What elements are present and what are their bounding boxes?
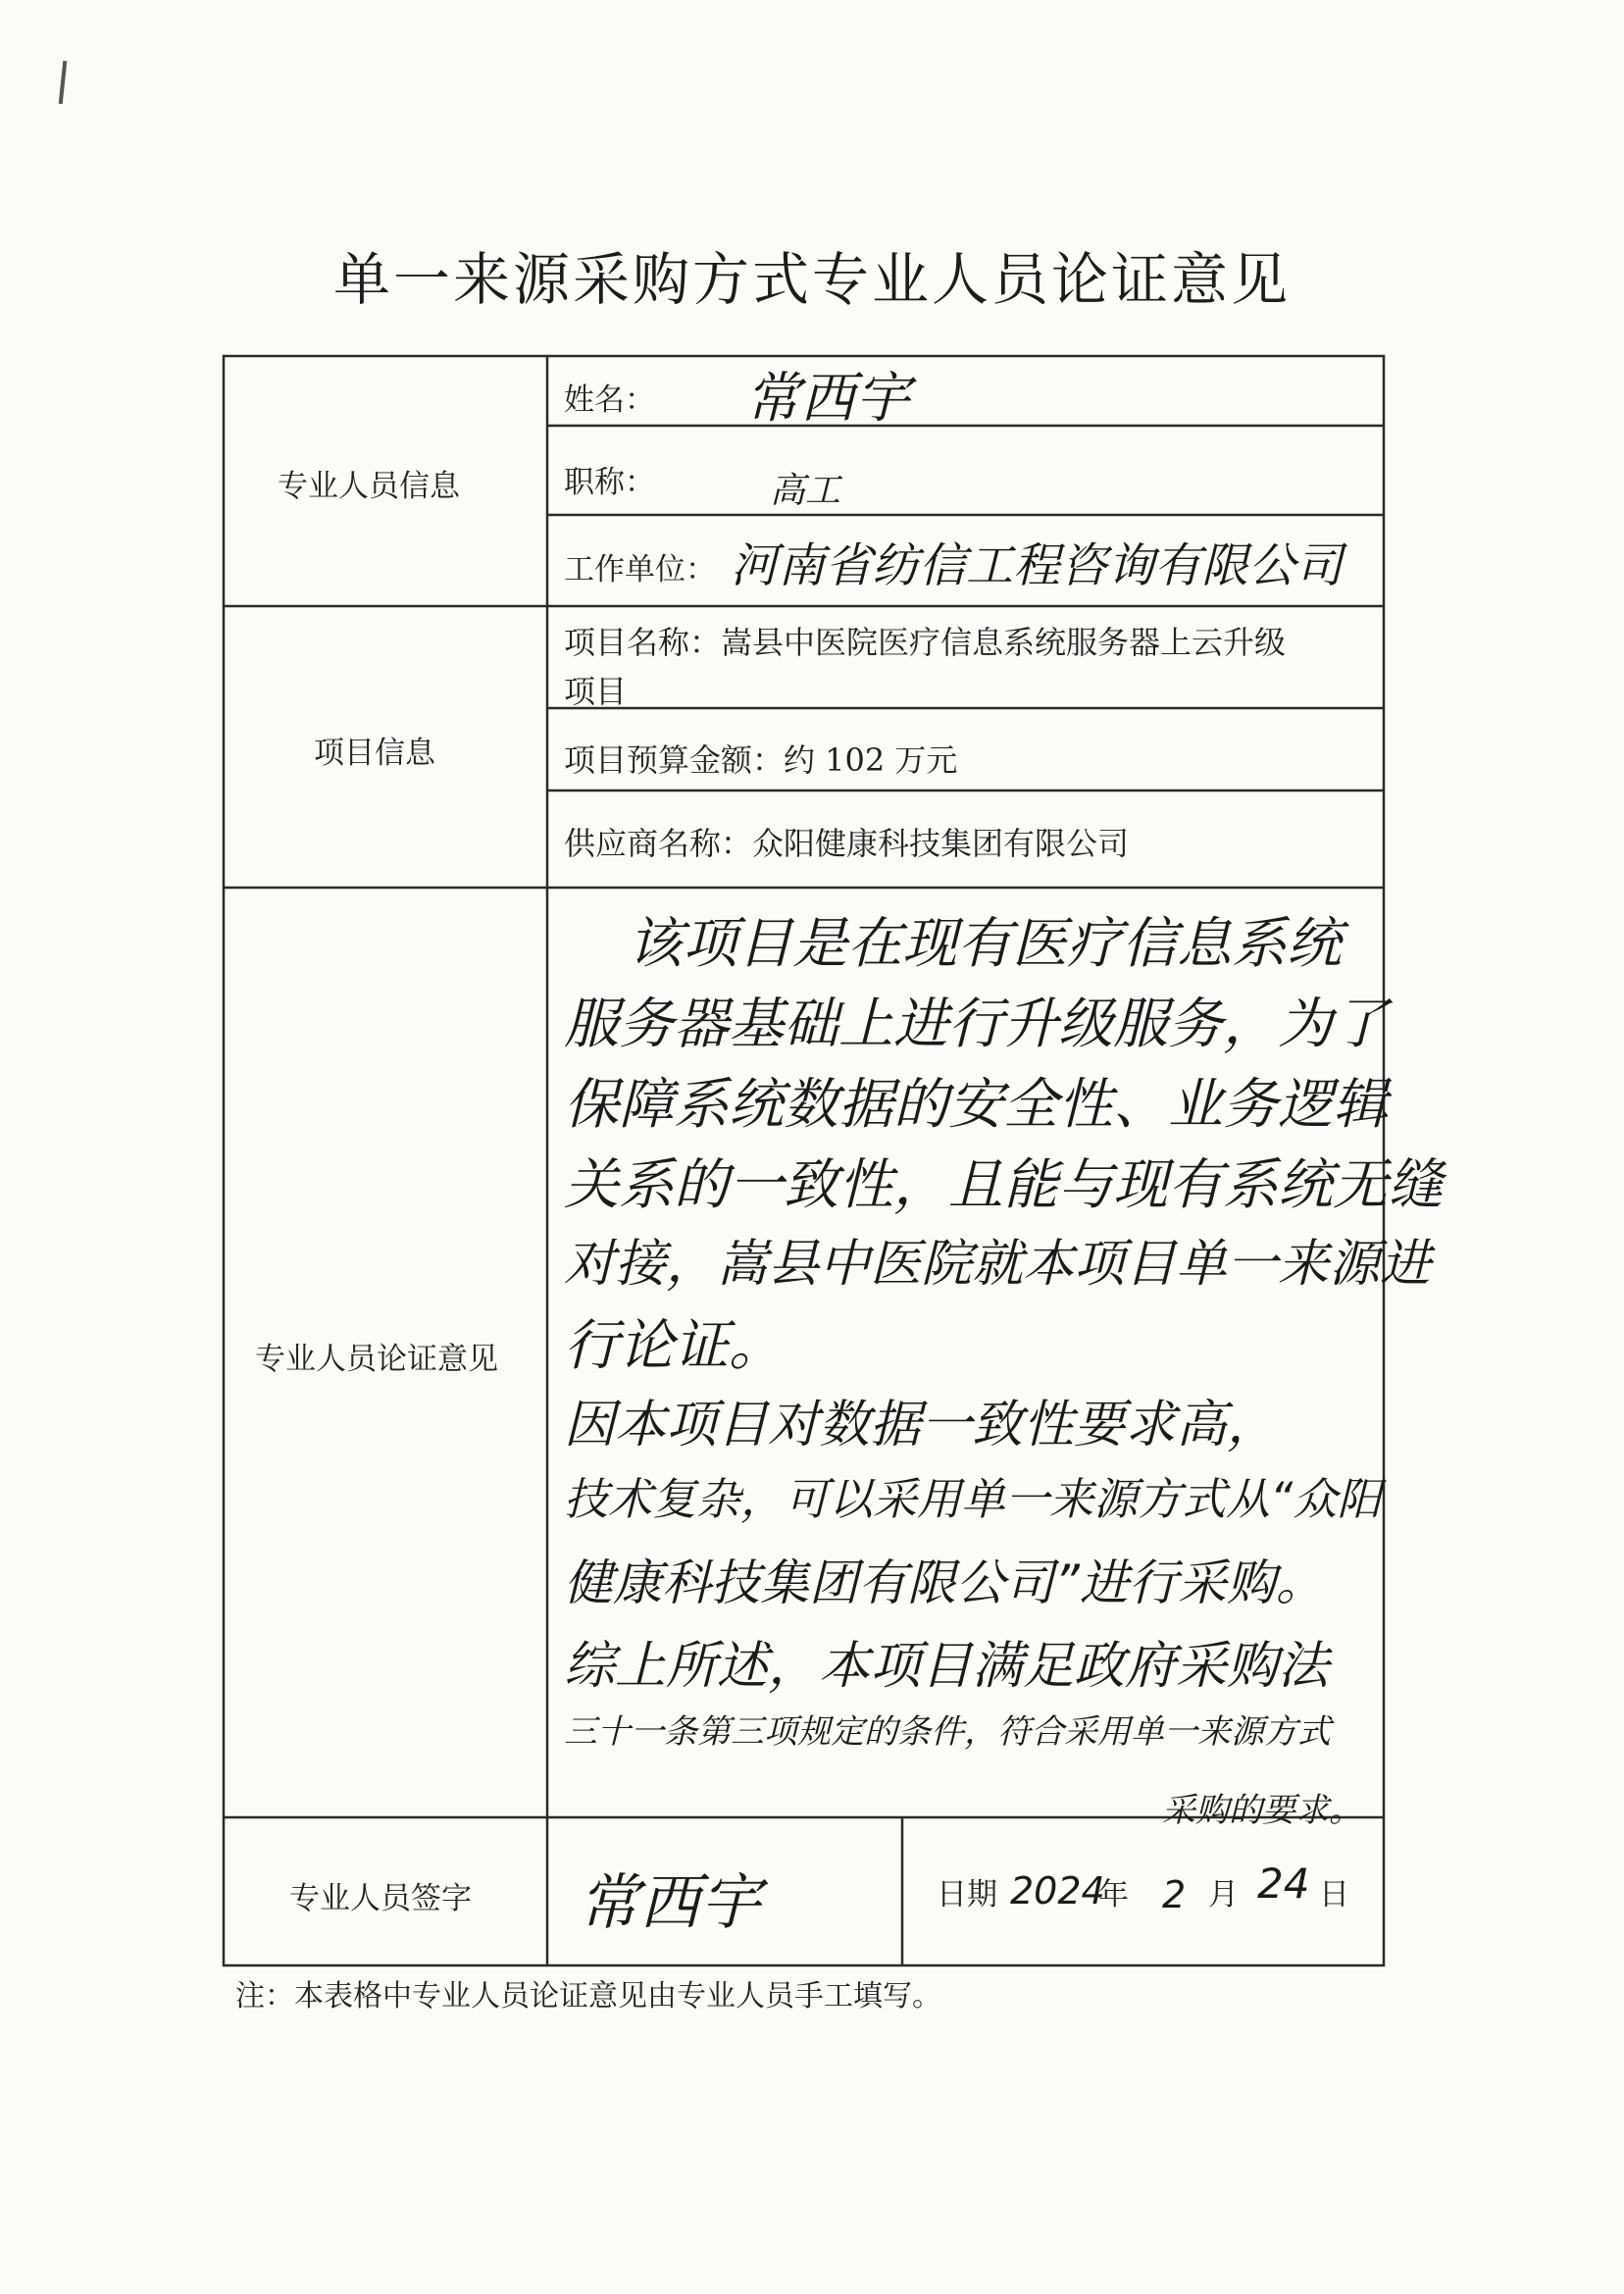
date-year-label: 年	[1098, 1877, 1129, 1912]
date-month: 2	[1162, 1873, 1187, 1916]
opinion-line: 服务器基础上进行升级服务，为了	[564, 993, 1388, 1056]
opinion-line: 对接，嵩县中医院就本项目单一来源进	[564, 1235, 1432, 1294]
opinion-line: 行论证。	[564, 1314, 784, 1378]
budget-field: 项目预算金额：约 102 万元	[564, 741, 958, 779]
title-value: 高工	[770, 471, 841, 511]
date-year: 2024	[1010, 1869, 1105, 1912]
opinion-line: 保障系统数据的安全性、业务逻辑	[564, 1073, 1388, 1137]
work-unit-value: 河南省纺信工程咨询有限公司	[731, 538, 1344, 593]
opinion-line: 技术复杂，可以采用单一来源方式从“众阳	[564, 1473, 1382, 1525]
work-unit-label: 工作单位：	[564, 552, 716, 587]
opinion-line: 综上所述，本项目满足政府采购法	[564, 1637, 1330, 1696]
date-month-label: 月	[1208, 1877, 1239, 1912]
project-name-line1: 项目名称：嵩县中医院医疗信息系统服务器上云升级	[564, 624, 1287, 661]
supplier-field: 供应商名称：众阳健康科技集团有限公司	[564, 825, 1130, 862]
name-label: 姓名：	[564, 382, 655, 418]
project-name-line2: 项目	[564, 673, 628, 710]
section-signature: 专业人员签字	[289, 1881, 472, 1916]
opinion-line: 因本项目对数据一致性要求高，	[564, 1396, 1279, 1454]
date-label: 日期	[937, 1877, 997, 1912]
date-day: 24	[1257, 1860, 1310, 1908]
opinion-line: 采购的要求。	[1162, 1791, 1362, 1830]
signature-value: 常西宇	[579, 1866, 762, 1938]
section-opinion: 专业人员论证意见	[255, 1342, 498, 1377]
name-value: 常西宇	[745, 367, 910, 431]
section-project-info: 项目信息	[314, 736, 435, 771]
date-day-label: 日	[1319, 1877, 1349, 1912]
opinion-line: 三十一条第三项规定的条件，符合采用单一来源方式	[564, 1712, 1331, 1752]
title-label: 职称：	[564, 465, 655, 500]
section-expert-info: 专业人员信息	[278, 469, 460, 504]
opinion-line: 该项目是在现有医疗信息系统	[628, 912, 1342, 976]
opinion-line: 健康科技集团有限公司”进行采购。	[564, 1555, 1325, 1611]
footnote: 注：本表格中专业人员论证意见由专业人员手工填写。	[235, 1979, 941, 2014]
opinion-line: 关系的一致性，且能与现有系统无缝	[564, 1153, 1443, 1217]
page-title: 单一来源采购方式专业人员论证意见	[332, 246, 1291, 313]
